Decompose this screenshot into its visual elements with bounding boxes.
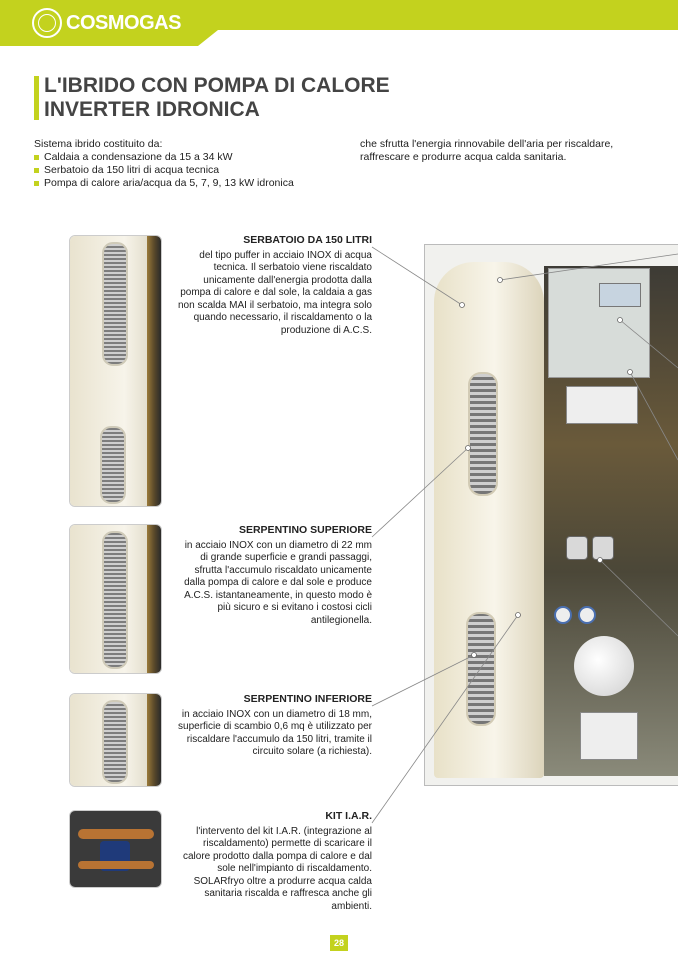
leader-line-right-1 bbox=[500, 254, 678, 280]
leader-line-right-3 bbox=[630, 372, 678, 460]
leader-dot bbox=[598, 558, 603, 563]
callout-text: l'intervento del kit I.A.R. (integrazione al riscaldamento) permette di scaricare il calore prodotto dalla pompa di calore e dal sole nell'impianto di riscaldamento. SOLARfryo oltre a produrre acqua calda sanitaria riscalda e raffresca anche gli ambienti. bbox=[182, 825, 372, 912]
intro-lead: Sistema ibrido costituito da: bbox=[34, 138, 163, 150]
intro-bullet: Serbatoio da 150 litri di acqua tecnica bbox=[34, 164, 294, 177]
leader-dot bbox=[628, 370, 633, 375]
callout-heading: SERPENTINO INFERIORE bbox=[243, 693, 372, 705]
callout-text: del tipo puffer in acciaio INOX di acqua tecnica. Il serbatoio viene riscaldato unicamente dall'energia prodotta dalla pompa di calore e dal sole, la caldaia a gas non scalda MAI il serbatoio, ma integra solo quando necessario, il riscaldamento o la produzione di A.C.S. bbox=[178, 249, 372, 336]
brand-logo-c: C bbox=[66, 11, 80, 34]
callout-text: in acciaio INOX con un diametro di 22 mm di grande superficie e grandi passaggi, sfrutta l'accumulo riscaldato unicamente dalla pompa di calore e dal sole e produce A.C.S. istantaneamente, in questo modo è più sicuro e si evitano i costosi cicli antilegionella. bbox=[184, 539, 372, 626]
leader-dot bbox=[466, 446, 471, 451]
leader-line-serpentino-inferiore bbox=[372, 655, 474, 706]
leader-line-kit-iar bbox=[372, 615, 518, 823]
leader-dot bbox=[460, 303, 465, 308]
intro-bullet: Caldaia a condensazione da 15 a 34 kW bbox=[34, 151, 294, 164]
callout-heading: KIT I.A.R. bbox=[325, 810, 372, 822]
leader-dot bbox=[516, 613, 521, 618]
intro-bullet: Pompa di calore aria/acqua da 5, 7, 9, 13 kW idronica bbox=[34, 177, 294, 190]
leader-dot bbox=[498, 278, 503, 283]
leader-line-right-4 bbox=[600, 560, 678, 636]
leader-line-serbatoio bbox=[372, 247, 462, 305]
page-title-line2: INVERTER IDRONICA bbox=[44, 98, 260, 121]
leader-line-right-2 bbox=[620, 320, 678, 368]
leader-line-serpentino-superiore bbox=[372, 448, 468, 537]
page-title-line1: L'IBRIDO CON POMPA DI CALORE bbox=[44, 74, 390, 97]
page-number: 28 bbox=[330, 935, 348, 951]
intro-continuation: che sfrutta l'energia rinnovabile dell'aria per riscaldare, raffrescare e produrre acqua calda sanitaria. bbox=[360, 138, 614, 163]
callout-heading: SERPENTINO SUPERIORE bbox=[238, 524, 372, 536]
brand-name: OSMOGAS bbox=[79, 11, 181, 34]
callout-heading: SERBATOIO DA 150 LITRI bbox=[243, 234, 372, 246]
callout-text: in acciaio INOX con un diametro di 18 mm, superficie di scambio 0,6 mq è utilizzato per riscaldare l'accumulo da 150 litri, tramite il circuito solare (a richiesta). bbox=[178, 708, 372, 757]
leader-dot bbox=[618, 318, 623, 323]
leader-dot bbox=[472, 653, 477, 658]
